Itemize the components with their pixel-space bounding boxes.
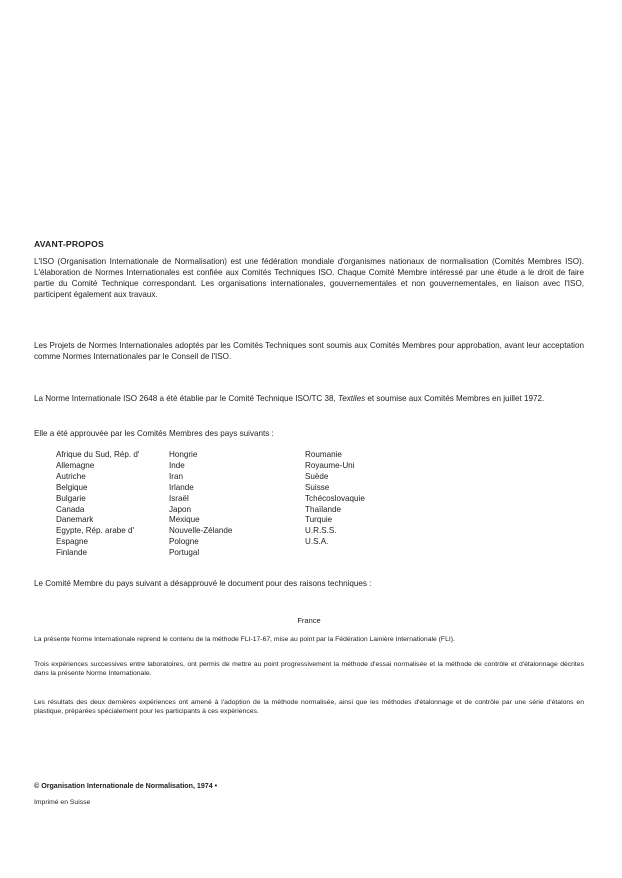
paragraph-iso-intro: L'ISO (Organisation Internationale de Normalisation) est une fédération mondiale d'organismes nationaux de normalisation (Comités Membres ISO). L'élaboration de Normes Internationales est confiée aux Comités Techniques ISO. Chaque Comité Membre intéressé par une étude a le droit de faire partie du Comité Technique correspondant. Les organisations internationales, gouvernementales et non gouvernementales, en liaison avec l'ISO, participent également aux travaux. xyxy=(34,257,584,299)
country-item: Iran xyxy=(169,471,183,481)
origin-text-end: et soumise aux Comités Membres en juillet 1972. xyxy=(365,394,545,403)
country-item: Nouvelle-Zélande xyxy=(169,526,233,536)
country-item: Afrique du Sud, Rép. d' xyxy=(56,450,140,459)
country-item: Espagne xyxy=(56,537,88,547)
committee-name: Textiles xyxy=(338,394,366,403)
country-item: Japon xyxy=(169,504,192,514)
countries-column-2 xyxy=(169,450,232,559)
country-item: Irlande xyxy=(169,482,194,492)
country-item: Portugal xyxy=(169,548,200,558)
disapproving-country: France xyxy=(297,616,321,625)
note-results: Les résultats des deux dernières expériences ont amené à l'adoption de la méthode normalisée, ainsi que les méthodes d'étalonnage et de contrôle par une série d'étalons en plastique, préparées spécialement pour les participants à ces expériences. xyxy=(34,699,584,715)
country-item: Belgique xyxy=(56,482,88,492)
country-item: Danemark xyxy=(56,515,94,525)
country-item: Allemagne xyxy=(56,460,95,470)
countries-column-3 xyxy=(305,450,365,548)
country-item: Finlande xyxy=(56,548,88,558)
paragraph-approval-intro: Elle a été approuvée par les Comités Membres des pays suivants : xyxy=(34,429,274,438)
document-page xyxy=(34,0,584,878)
imprint-notice: Imprimé en Suisse xyxy=(34,799,91,806)
country-item: Hongrie xyxy=(169,450,198,459)
paragraph-draft-standards: Les Projets de Normes Internationales adoptés par les Comités Techniques sont soumis aux Comités Membres pour approbation, avant leur acceptation comme Normes Internationales par le Conseil de l'ISO. xyxy=(34,341,584,361)
note-fli-method: La présente Norme Internationale reprend le contenu de la méthode FLI-17-67, mise au point par la Fédération Lainière Internationale (FLI). xyxy=(34,636,455,643)
country-item: Pologne xyxy=(169,537,199,547)
section-heading: AVANT-PROPOS xyxy=(34,239,104,249)
note-experiments: Trois expériences successives entre laboratoires, ont permis de mettre au point progressivement la méthode d'essai normalisée et la méthode de contrôle et d'étalonnage décrites dans la présente Norme Internationale. xyxy=(34,661,584,677)
country-item: Bulgarie xyxy=(56,493,86,503)
country-item: Tchécoslovaquie xyxy=(305,493,365,503)
copyright-notice: © Organisation Internationale de Normalisation, 1974 • xyxy=(34,782,218,790)
country-item: U.S.A. xyxy=(305,537,329,547)
country-item: Inde xyxy=(169,460,185,470)
country-item: Egypte, Rép. arabe d' xyxy=(56,526,135,536)
country-item: Israël xyxy=(169,493,189,503)
country-item: Roumanie xyxy=(305,450,342,459)
paragraph-disapproval: Le Comité Membre du pays suivant a désapprouvé le document pour des raisons techniques : xyxy=(34,579,372,588)
paragraph-standard-origin xyxy=(34,393,584,404)
countries-column-1 xyxy=(56,450,139,559)
country-item: Autriche xyxy=(56,471,86,481)
country-item: Royaume-Uni xyxy=(305,460,355,470)
country-item: Suisse xyxy=(305,482,330,492)
country-item: Canada xyxy=(56,504,85,514)
country-item: U.R.S.S. xyxy=(305,526,337,536)
origin-text-start: La Norme Internationale ISO 2648 a été établie par le Comité Technique ISO/TC 38, xyxy=(34,394,338,403)
country-item: Mexique xyxy=(169,515,200,525)
country-item: Suède xyxy=(305,471,329,481)
country-item: Turquie xyxy=(305,515,333,525)
country-item: Thaïlande xyxy=(305,504,341,514)
